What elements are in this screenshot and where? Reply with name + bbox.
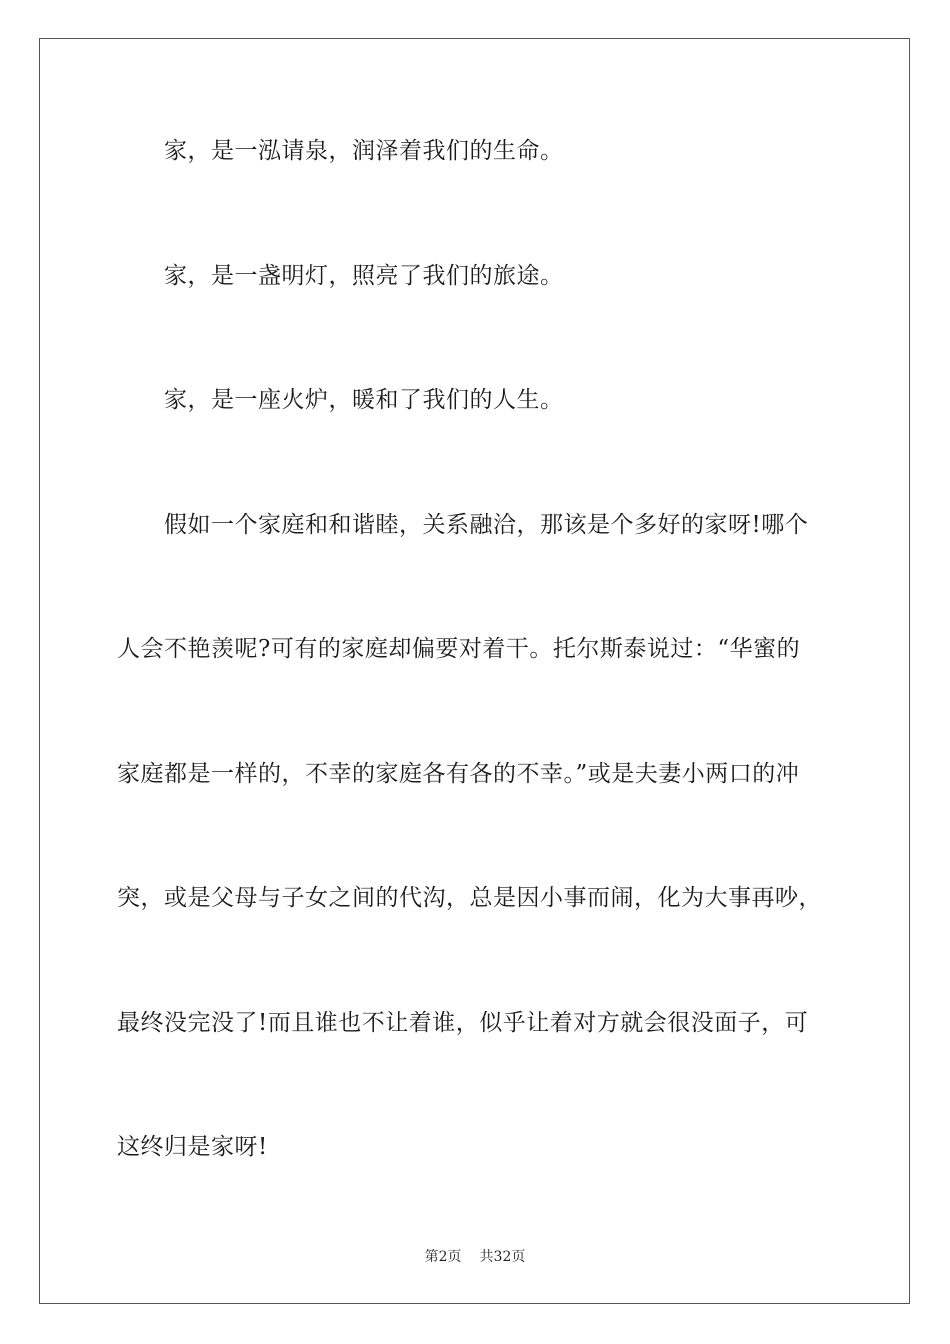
paragraph-line-5: 人会不艳羡呢?可有的家庭却偏要对着干。托尔斯泰说过：“华蜜的 [117,636,801,662]
paragraph-line-8: 最终没完没了!而且谁也不让着谁，似乎让着对方就会很没面子，可 [117,1010,809,1036]
paragraph-line-3: 家，是一座火炉，暖和了我们的人生。 [164,387,564,413]
page-border [39,38,910,1304]
paragraph-line-9: 这终归是家呀! [117,1134,268,1160]
paragraph-line-1: 家，是一泓请泉，润泽着我们的生命。 [164,138,564,164]
page-number: 第2页 [424,1249,462,1265]
page-footer [0,1248,950,1266]
paragraph-line-4: 假如一个家庭和和谐睦，关系融洽，那该是个多好的家呀!哪个 [164,512,809,538]
paragraph-line-7: 突，或是父母与子女之间的代沟，总是因小事而闹，化为大事再吵， [117,885,822,911]
paragraph-line-2: 家，是一盏明灯，照亮了我们的旅途。 [164,263,564,289]
paragraph-line-6: 家庭都是一样的，不幸的家庭各有各的不幸。”或是夫妻小两口的冲 [117,761,800,787]
page-total: 共32页 [479,1249,526,1265]
